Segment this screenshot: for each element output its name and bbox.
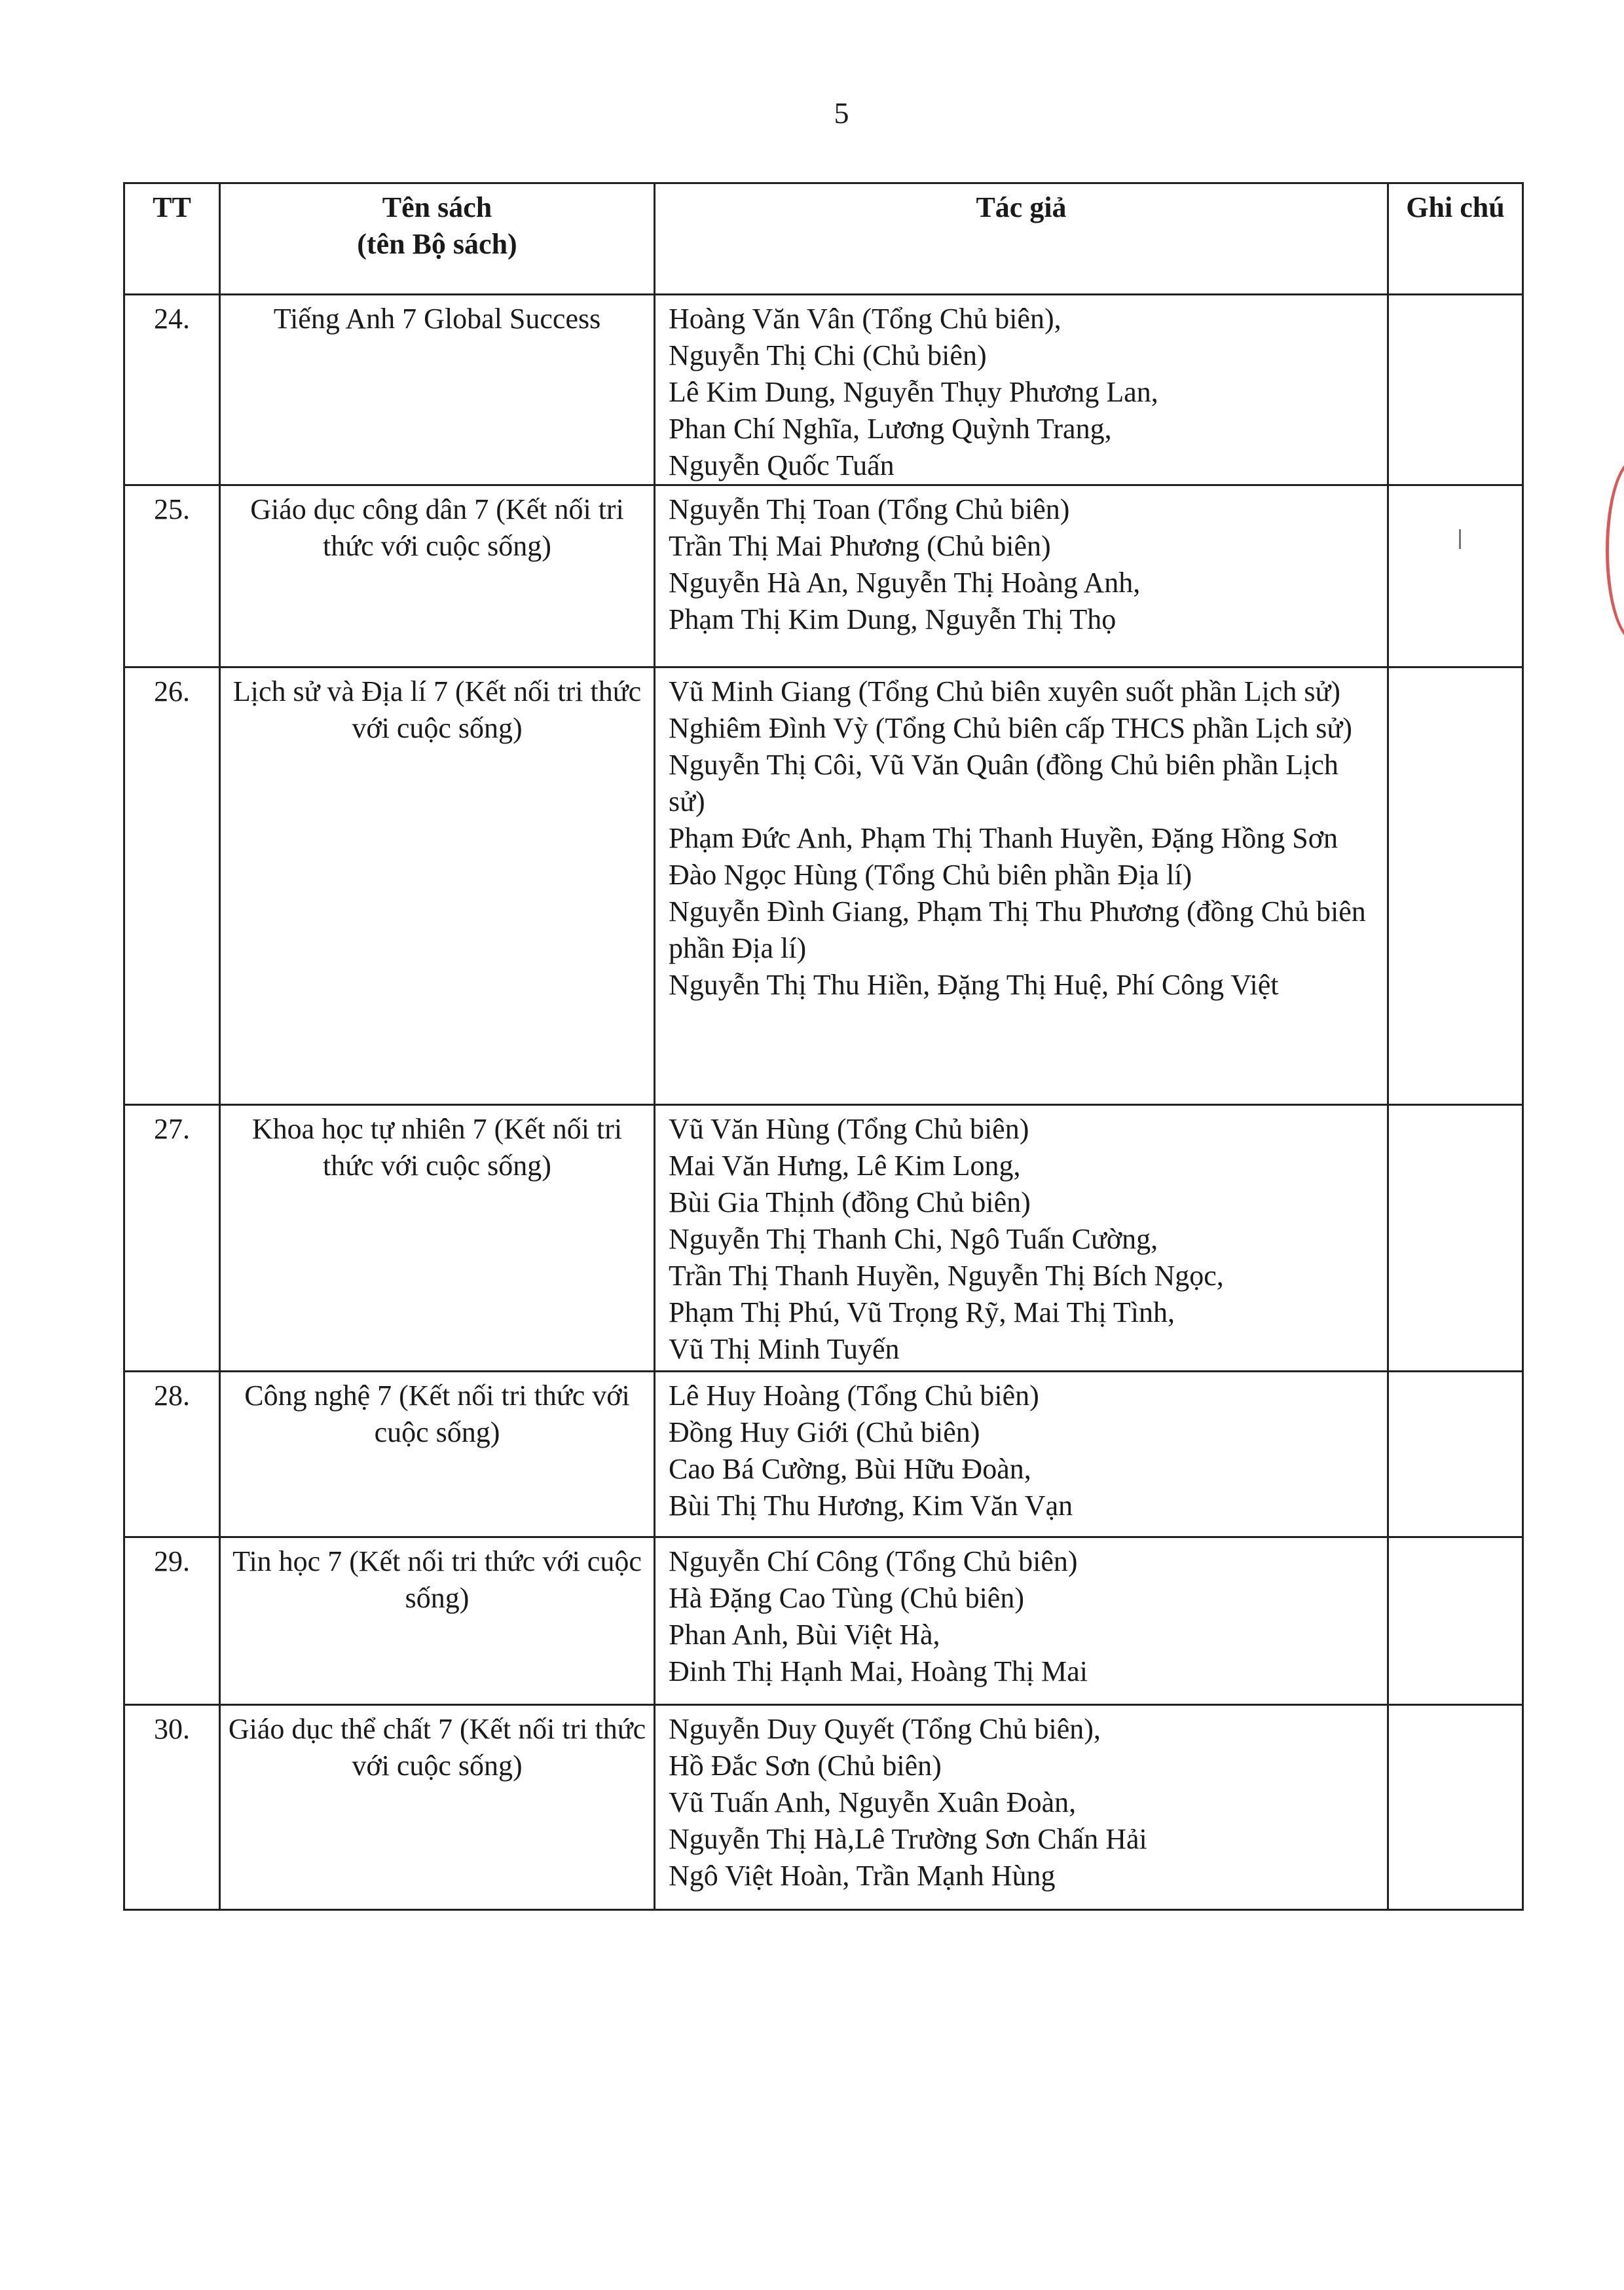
book-title: Khoa học tự nhiên 7 (Kết nối tri thức với cuộc sống) [220,1105,655,1372]
author-line: Đồng Huy Giới (Chủ biên) [669,1416,980,1448]
row-number: 28. [124,1372,220,1537]
book-authors [655,1105,1388,1372]
author-line: Trần Thị Thanh Huyền, Nguyễn Thị Bích Ngọc, [669,1260,1224,1292]
red-stamp-mark [1606,459,1624,642]
author-line: Nguyễn Quốc Tuấn [669,449,895,481]
author-line: Nguyễn Chí Công (Tổng Chủ biên) [669,1545,1078,1577]
table-row [124,1705,1523,1910]
author-line: Nguyễn Thị Chi (Chủ biên) [669,339,987,371]
author-line: Nguyễn Đình Giang, Phạm Thị Thu Phương (đồng Chủ biên phần Địa lí) [669,895,1366,964]
author-line: Cao Bá Cường, Bùi Hữu Đoàn, [669,1453,1031,1485]
header-title-line1: Tên sách [382,191,492,223]
author-line: Bùi Thị Thu Hương, Kim Văn Vạn [669,1490,1073,1522]
table-row [124,485,1523,667]
author-line: Hồ Đắc Sơn (Chủ biên) [669,1750,942,1782]
table-row [124,295,1523,485]
book-authors [655,1537,1388,1705]
book-note [1388,1105,1523,1372]
textbook-table [123,182,1524,1911]
author-line: Nguyễn Thị Thu Hiền, Đặng Thị Huệ, Phí Công Việt [669,969,1279,1001]
author-line: Lê Kim Dung, Nguyễn Thụy Phương Lan, [669,376,1158,408]
author-line: Lê Huy Hoàng (Tổng Chủ biên) [669,1380,1039,1412]
author-line: Nguyễn Thị Hà,Lê Trường Sơn Chấn Hải [669,1823,1147,1855]
author-line: Hoàng Văn Vân (Tổng Chủ biên), [669,303,1061,335]
author-line: Đào Ngọc Hùng (Tổng Chủ biên phần Địa lí) [669,859,1192,891]
book-authors [655,485,1388,667]
pen-stroke-mark [1459,529,1461,549]
book-authors [655,295,1388,485]
author-line: Nguyễn Duy Quyết (Tổng Chủ biên), [669,1713,1101,1745]
book-note [1388,667,1523,1105]
row-number: 27. [124,1105,220,1372]
header-tt: TT [124,183,220,295]
author-line: Phan Anh, Bùi Việt Hà, [669,1619,940,1651]
book-title: Công nghệ 7 (Kết nối tri thức với cuộc sống) [220,1372,655,1537]
book-authors [655,1705,1388,1910]
author-line: Vũ Tuấn Anh, Nguyễn Xuân Đoàn, [669,1786,1077,1818]
row-number: 30. [124,1705,220,1910]
row-number: 25. [124,485,220,667]
table-row [124,1372,1523,1537]
author-line: Nghiêm Đình Vỳ (Tổng Chủ biên cấp THCS phần Lịch sử) [669,712,1352,744]
author-line: Nguyễn Thị Thanh Chi, Ngô Tuấn Cường, [669,1223,1158,1255]
table-row [124,1105,1523,1372]
author-line: Nguyễn Hà An, Nguyễn Thị Hoàng Anh, [669,567,1141,599]
book-note [1388,1705,1523,1910]
author-line: Nguyễn Thị Côi, Vũ Văn Quân (đồng Chủ biên phần Lịch sử) [669,749,1338,817]
book-title: Giáo dục công dân 7 (Kết nối tri thức với cuộc sống) [220,485,655,667]
book-authors [655,667,1388,1105]
book-note [1388,1372,1523,1537]
table-header-row [124,183,1523,295]
book-note [1388,485,1523,667]
author-line: Mai Văn Hưng, Lê Kim Long, [669,1150,1021,1182]
author-line: Hà Đặng Cao Tùng (Chủ biên) [669,1582,1024,1614]
header-note: Ghi chú [1388,183,1523,295]
row-number: 29. [124,1537,220,1705]
book-authors [655,1372,1388,1537]
author-line: Bùi Gia Thịnh (đồng Chủ biên) [669,1186,1031,1218]
header-author: Tác giả [655,183,1388,295]
author-line: Phạm Thị Kim Dung, Nguyễn Thị Thọ [669,603,1116,635]
author-line: Đinh Thị Hạnh Mai, Hoàng Thị Mai [669,1655,1088,1687]
table-row [124,667,1523,1105]
header-title-line2: (tên Bộ sách) [357,228,517,260]
row-number: 26. [124,667,220,1105]
book-note [1388,1537,1523,1705]
book-title: Lịch sử và Địa lí 7 (Kết nối tri thức với cuộc sống) [220,667,655,1105]
page-number: 5 [834,96,849,130]
book-title: Tin học 7 (Kết nối tri thức với cuộc sống) [220,1537,655,1705]
table-row [124,1537,1523,1705]
author-line: Phạm Thị Phú, Vũ Trọng Rỹ, Mai Thị Tình, [669,1296,1175,1328]
author-line: Vũ Thị Minh Tuyến [669,1333,900,1365]
row-number: 24. [124,295,220,485]
author-line: Trần Thị Mai Phương (Chủ biên) [669,530,1051,562]
book-title: Giáo dục thể chất 7 (Kết nối tri thức với cuộc sống) [220,1705,655,1910]
author-line: Phan Chí Nghĩa, Lương Quỳnh Trang, [669,413,1112,445]
author-line: Nguyễn Thị Toan (Tổng Chủ biên) [669,493,1070,525]
book-note [1388,295,1523,485]
author-line: Ngô Việt Hoàn, Trần Mạnh Hùng [669,1860,1056,1892]
book-title: Tiếng Anh 7 Global Success [220,295,655,485]
author-line: Vũ Minh Giang (Tổng Chủ biên xuyên suốt phần Lịch sử) [669,675,1340,707]
table-body [124,295,1523,1910]
author-line: Vũ Văn Hùng (Tổng Chủ biên) [669,1113,1029,1145]
author-line: Phạm Đức Anh, Phạm Thị Thanh Huyền, Đặng Hồng Sơn [669,822,1338,854]
header-title [220,183,655,295]
